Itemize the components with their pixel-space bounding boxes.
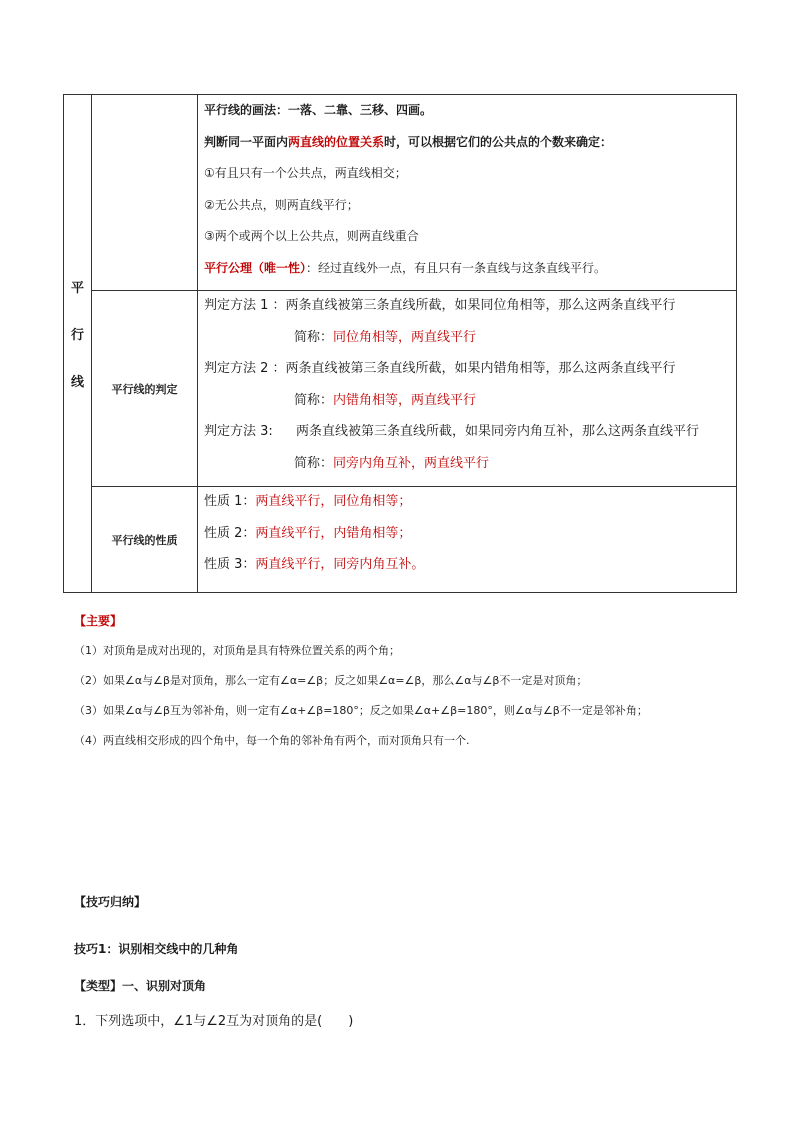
criterion-2-short-text: 内错角相等，两直线平行: [333, 392, 477, 408]
side-label: [64, 95, 91, 571]
criterion-2-short: [204, 392, 736, 424]
property-label-cell: [92, 487, 198, 593]
side-label-char: 平: [70, 280, 84, 296]
case-parallel: ②无公共点，则两直线平行；: [204, 197, 359, 212]
tip-title: 技巧1：识别相交线中的几种角: [74, 942, 239, 956]
summary-table: [63, 94, 737, 593]
drawing-method: 平行线的画法：一落、二靠、三移、四画。: [204, 103, 433, 117]
property-2: [204, 525, 736, 557]
property-1: [204, 493, 736, 525]
property-1-label: 性质 1：: [204, 494, 256, 509]
property-3: [204, 556, 736, 588]
criterion-1-short-text: 同位角相等，两直线平行: [333, 329, 477, 345]
criterion-3-short-text: 同旁内角互补，两直线平行: [333, 455, 490, 471]
property-2-text: 两直线平行，内错角相等；: [255, 525, 412, 541]
axiom-text: ：经过直线外一点，有且只有一条直线与这条直线平行。: [306, 260, 607, 275]
judgment-suffix: 时，可以根据它们的公共点的个数来确定：: [384, 134, 613, 149]
short-label: 简称：: [294, 392, 334, 408]
judgment-keyword: 两直线的位置关系: [288, 134, 385, 149]
side-label-char: 线: [70, 374, 84, 390]
criterion-2-text: 两条直线被第三条直线所截，如果内错角相等，那么这两条直线平行: [285, 361, 676, 376]
type-title: 【类型】一、识别对顶角: [74, 979, 207, 993]
criteria-content: [198, 291, 737, 487]
judgment-prefix: 判断同一平面内: [204, 134, 289, 149]
criteria-label-cell: [92, 291, 198, 487]
short-label: 简称：: [294, 329, 334, 345]
position-judgment: [204, 133, 736, 165]
criterion-1-short: [204, 329, 736, 361]
case-coincide: ③两个或两个以上公共点，则两直线重合: [204, 229, 419, 243]
property-label: 平行线的性质: [111, 533, 178, 547]
note-3: （3）如果∠α与∠β互为邻补角，则一定有∠α+∠β=180°；反之如果∠α+∠β=180°，则∠α与∠β不一定是邻补角；: [74, 704, 648, 717]
criterion-3-prefix: 判定方法 3:: [204, 424, 273, 439]
row1-content: [198, 95, 737, 291]
criterion-1-text: 两条直线被第三条直线所截，如果同位角相等，那么这两条直线平行: [285, 298, 676, 313]
criterion-1: [204, 297, 736, 329]
case-intersect: ①有且只有一个公共点，两直线相交；: [204, 166, 407, 180]
property-3-text: 两直线平行，同旁内角互补。: [255, 557, 425, 572]
criterion-2-prefix: 判定方法 2 ：: [204, 361, 286, 376]
property-3-label: 性质 3：: [204, 557, 256, 572]
property-content: [198, 487, 737, 593]
notes-section: [74, 612, 734, 763]
question-1: 1．下列选项中，∠1与∠2互为对顶角的是( ): [74, 1014, 354, 1029]
short-label: 简称：: [294, 455, 334, 471]
note-1: （1）对顶角是成对出现的，对顶角是具有特殊位置关系的两个角；: [74, 644, 400, 657]
property-1-text: 两直线平行，同位角相等；: [255, 494, 412, 509]
note-2: （2）如果∠α与∠β是对顶角，那么一定有∠α=∠β；反之如果∠α=∠β，那么∠α与∠β不一定是对顶角；: [74, 674, 588, 687]
side-label-cell: [64, 95, 92, 593]
criterion-3-short: [204, 455, 736, 487]
skills-heading: 【技巧归纳】: [74, 895, 147, 909]
row1-empty-label-cell: [92, 95, 198, 291]
note-4: （4）两直线相交形成的四个角中，每一个角的邻补角有两个，而对顶角只有一个.: [74, 734, 470, 747]
parallel-axiom: [204, 259, 736, 291]
property-2-label: 性质 2：: [204, 525, 256, 541]
criterion-3: [204, 423, 736, 455]
skills-section: [74, 893, 734, 1029]
notes-heading: 【主要】: [74, 614, 123, 628]
criterion-3-text: 两条直线被第三条直线所截，如果同旁内角互补，那么这两条直线平行: [296, 424, 700, 439]
axiom-label: 平行公理（唯一性）: [204, 260, 307, 275]
side-label-char: 行: [70, 327, 84, 343]
criterion-2: [204, 360, 736, 392]
criteria-label: 平行线的判定: [111, 382, 178, 396]
criterion-1-prefix: 判定方法 1 ：: [204, 298, 286, 313]
